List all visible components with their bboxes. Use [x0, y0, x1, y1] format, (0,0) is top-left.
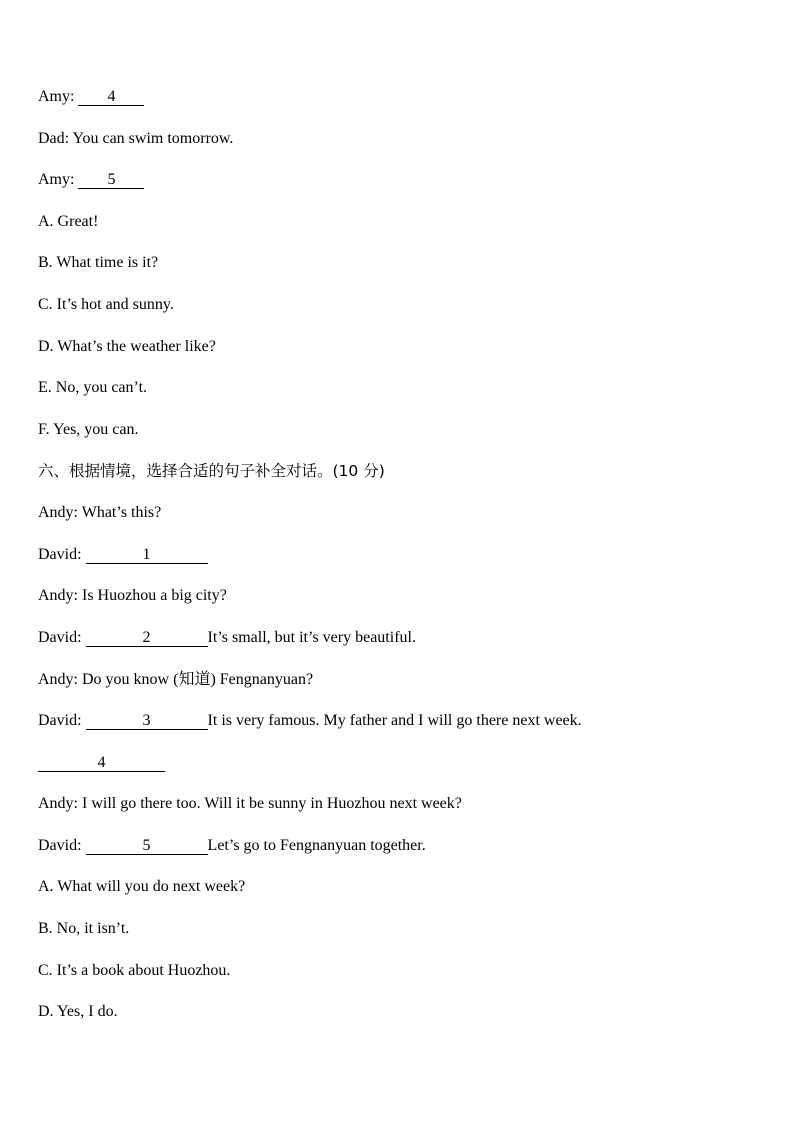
speaker-label: Amy:: [38, 88, 75, 105]
dialogue-line: [38, 503, 161, 523]
option-item: A. What will you do next week?: [38, 878, 246, 895]
dialogue-line: [38, 545, 208, 565]
dialogue-line: [38, 586, 227, 606]
speaker-label: David:: [38, 712, 82, 729]
speaker-label: David:: [38, 629, 82, 646]
dialogue-text: It is very famous. My father and I will go there next week.: [207, 712, 582, 729]
answer-blank: 4: [38, 754, 165, 772]
dialogue-line: [38, 87, 144, 107]
option-item: E. No, you can’t.: [38, 379, 148, 396]
option-item: D. Yes, I do.: [38, 1003, 118, 1020]
dialogue-text: Let’s go to Fengnanyuan together.: [207, 837, 426, 854]
option-item: C. It’s a book about Huozhou.: [38, 962, 231, 979]
dialogue-line: [38, 836, 426, 856]
dialogue-text: What’s this?: [81, 504, 162, 521]
option-item: B. What time is it?: [38, 254, 159, 271]
answer-blank: 2: [86, 629, 208, 647]
dialogue-text: Is Huozhou a big city?: [82, 587, 227, 604]
speaker-label: Amy:: [38, 171, 75, 188]
answer-blank: 4: [78, 88, 144, 106]
speaker-label: Dad:: [38, 130, 70, 147]
dialogue-text: I will go there too. Will it be sunny in Huozhou next week?: [82, 795, 462, 812]
speaker-label: David:: [38, 837, 82, 854]
dialogue-line: [38, 711, 582, 731]
answer-blank: 1: [86, 546, 208, 564]
answer-blank: 5: [86, 837, 208, 855]
dialogue-line: [38, 794, 462, 814]
dialogue-line: [38, 170, 144, 190]
dialogue-line: [38, 628, 416, 648]
section-heading: 六、根据情境，选择合适的句子补全对话。(10 分): [38, 462, 385, 480]
dialogue-text: Do you know (知道) Fengnanyuan?: [82, 671, 314, 688]
answer-blank: 5: [78, 171, 144, 189]
answer-blank: 3: [86, 712, 208, 730]
option-item: B. No, it isn’t.: [38, 920, 130, 937]
dialogue-line: [38, 670, 313, 690]
option-item: C. It’s hot and sunny.: [38, 296, 174, 313]
speaker-label: Andy:: [38, 504, 78, 521]
option-item: F. Yes, you can.: [38, 421, 139, 438]
dialogue-line: [38, 129, 233, 149]
option-item: D. What’s the weather like?: [38, 338, 216, 355]
dialogue-line: [38, 753, 165, 773]
speaker-label: Andy:: [38, 587, 78, 604]
option-item: A. Great!: [38, 213, 99, 230]
speaker-label: Andy:: [38, 795, 78, 812]
speaker-label: Andy:: [38, 671, 78, 688]
dialogue-text: You can swim tomorrow.: [72, 130, 234, 147]
speaker-label: David:: [38, 546, 82, 563]
dialogue-text: It’s small, but it’s very beautiful.: [207, 629, 416, 646]
